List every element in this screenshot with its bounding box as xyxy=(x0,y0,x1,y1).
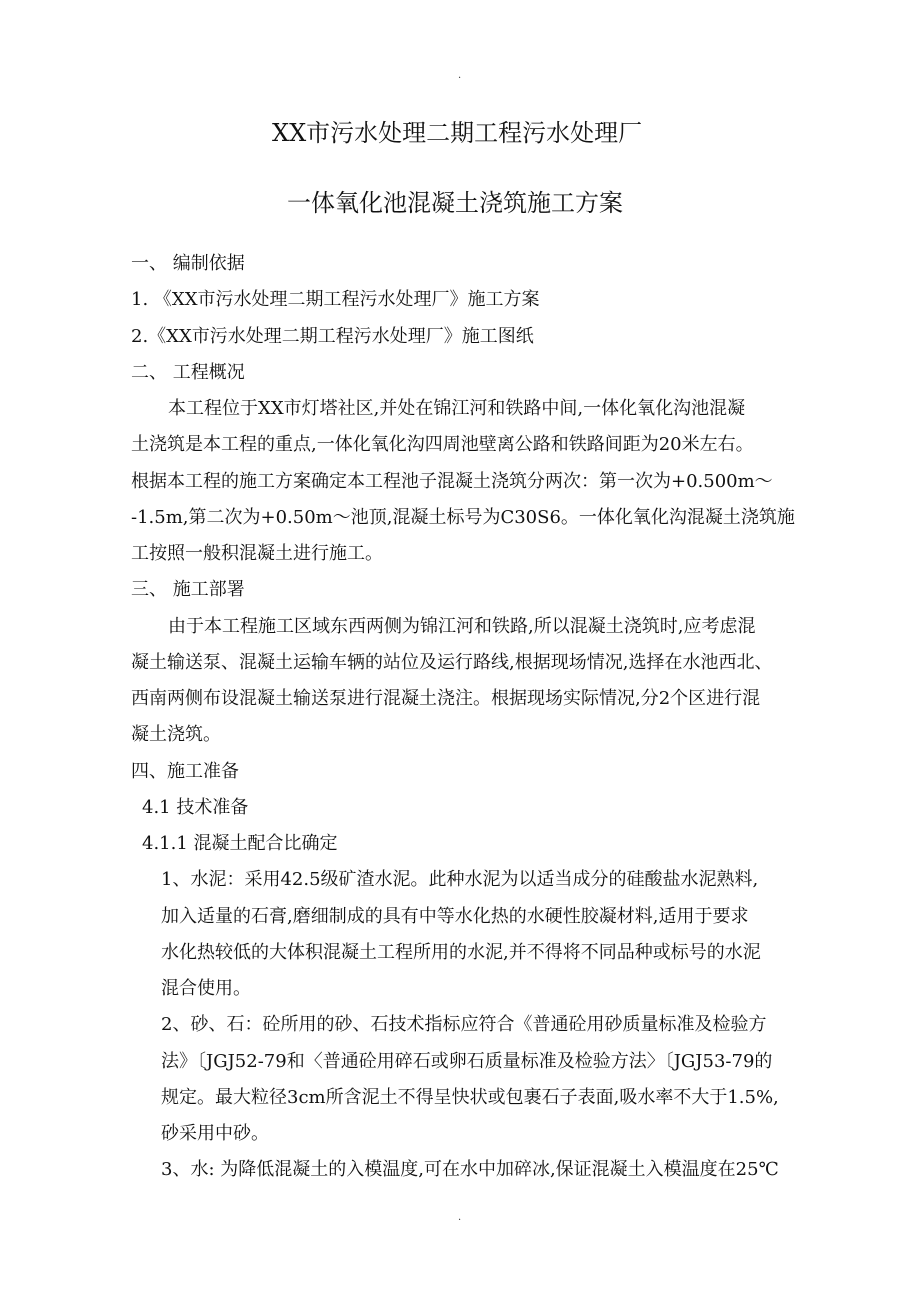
section-heading-1: 一、 编制依据 xyxy=(131,253,245,274)
paragraph-line: 规定。最大粒径3cm所含泥土不得呈快状或包裹石子表面,吸水率不大于1.5%, xyxy=(161,1087,779,1108)
list-item: 2.《XX市污水处理二期工程污水处理厂》施工图纸 xyxy=(131,326,534,347)
paragraph-line: 加入适量的石膏,磨细制成的具有中等水化热的水硬性胶凝材料,适用于要求 xyxy=(161,906,749,927)
paragraph-line: 西南两侧布设混凝土输送泵进行混凝土浇注。根据现场实际情况,分2个区进行混 xyxy=(131,688,761,709)
paragraph-line: -1.5m,第二次为+0.50m～池顶,混凝土标号为C30S6。一体化氧化沟混凝土浇筑施 xyxy=(131,507,795,528)
paragraph-line: 砂采用中砂。 xyxy=(161,1123,269,1144)
paragraph-line: 混合使用。 xyxy=(161,978,251,999)
paragraph-line: 凝土浇筑。 xyxy=(131,724,221,745)
paragraph-line: 1、水泥：采用42.5级矿渣水泥。此种水泥为以适当成分的硅酸盐水泥熟料, xyxy=(161,869,759,890)
title-line-2: 一体氧化池混凝土浇筑施工方案 xyxy=(287,189,623,217)
subsection-heading: 4.1.1 混凝土配合比确定 xyxy=(142,833,338,854)
header-mark: . xyxy=(458,70,462,81)
footer-mark: . xyxy=(458,1212,462,1223)
section-heading-2: 二、 工程概况 xyxy=(131,362,245,383)
paragraph-line: 土浇筑是本工程的重点,一体化氧化沟四周池壁离公路和铁路间距为20米左右。 xyxy=(131,434,754,455)
list-item: 1. 《XX市污水处理二期工程污水处理厂》施工方案 xyxy=(131,289,540,310)
paragraph-line: 根据本工程的施工方案确定本工程池子混凝土浇筑分两次：第一次为+0.500m～ xyxy=(131,471,773,492)
paragraph-line: 水化热较低的大体积混凝土工程所用的水泥,并不得将不同品种或标号的水泥 xyxy=(161,942,761,963)
title-line-1: XX市污水处理二期工程污水处理厂 xyxy=(272,119,643,147)
paragraph-line: 凝土输送泵、混凝土运输车辆的站位及运行路线,根据现场情况,选择在水池西北、 xyxy=(131,652,773,673)
paragraph-line: 3、水: 为降低混凝土的入模温度,可在水中加碎冰,保证混凝土入模温度在25℃ xyxy=(161,1159,779,1180)
paragraph-line: 法》〔JGJ52-79和〈普通砼用碎石或卵石质量标准及检验方法〉〔JGJ53-79的 xyxy=(161,1051,773,1072)
subsection-heading: 4.1 技术准备 xyxy=(142,797,249,818)
paragraph-line: 由于本工程施工区域东西两侧为锦江河和铁路,所以混凝土浇筑时,应考虑混 xyxy=(168,616,756,637)
paragraph-line: 本工程位于XX市灯塔社区,并处在锦江河和铁路中间,一体化氧化沟池混凝 xyxy=(168,398,746,419)
section-heading-4: 四、施工准备 xyxy=(131,761,239,782)
paragraph-line: 工按照一般积混凝土进行施工。 xyxy=(131,543,383,564)
section-heading-3: 三、 施工部署 xyxy=(131,579,245,600)
paragraph-line: 2、砂、石：砼所用的砂、石技术指标应符合《普通砼用砂质量标准及检验方 xyxy=(161,1014,767,1035)
